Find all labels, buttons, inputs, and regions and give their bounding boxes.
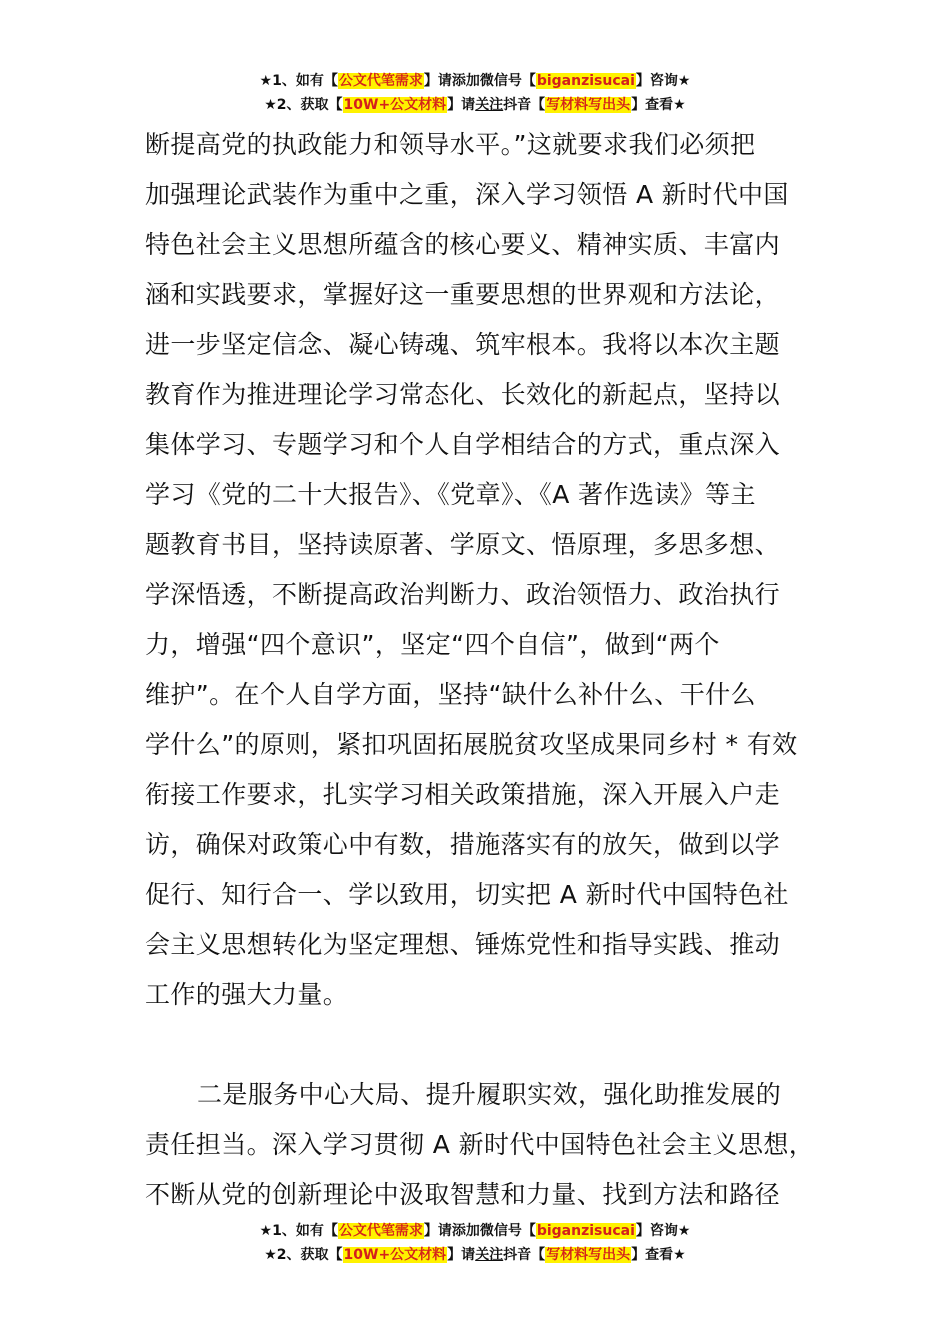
promo-text: ★1、如有【: [259, 73, 338, 89]
promo-text: 抖音【: [503, 1247, 546, 1263]
promo-text: ★1、如有【: [259, 1223, 338, 1239]
header-promo-banner: [0, 69, 950, 117]
body-line: 进一步坚定信念、凝心铸魂、筑牢根本。我将以本次主题: [145, 330, 781, 359]
body-line: 学深悟透，不断提高政治判断力、政治领悟力、政治执行: [145, 580, 781, 609]
promo-text: 】咨询★: [635, 1223, 691, 1239]
promo-text: 】请: [423, 1223, 452, 1239]
body-line: 衔接工作要求，扎实学习相关政策措施，深入开展入户走: [145, 780, 781, 809]
promo-text: ★2、获取【: [264, 1247, 343, 1263]
body-line: 题教育书目，坚持读原著、学原文、悟原理，多思多想、: [145, 530, 781, 559]
promo-highlight: 写材料写出头: [546, 97, 631, 113]
body-line: 特色社会主义思想所蕴含的核心要义、精神实质、丰富内: [145, 230, 781, 259]
promo-emphasis: 添加: [451, 1223, 480, 1239]
promo-text: ★2、获取【: [264, 97, 343, 113]
promo-highlight: 10W+公文材料: [343, 1247, 447, 1263]
body-line: 加强理论武装作为重中之重，深入学习领悟 A 新时代中国: [145, 180, 789, 209]
promo-emphasis: 关注: [475, 97, 504, 113]
body-line: 促行、知行合一、学以致用，切实把 A 新时代中国特色社: [145, 880, 789, 909]
promo-text: 】请: [423, 73, 452, 89]
body-line: 工作的强大力量。: [145, 980, 349, 1009]
promo-highlight: biganzisucai: [536, 1223, 635, 1239]
body-line: 集体学习、专题学习和个人自学相结合的方式，重点深入: [145, 430, 781, 459]
promo-line-2: [0, 1243, 950, 1267]
body-line: 断提高党的执政能力和领导水平。”这就要求我们必须把: [145, 130, 756, 159]
footer-promo-banner: [0, 1219, 950, 1267]
promo-text: 微信号【: [479, 73, 536, 89]
document-body: [145, 120, 825, 1220]
promo-highlight: 10W+公文材料: [343, 97, 447, 113]
body-line: 责任担当。深入学习贯彻 A 新时代中国特色社会主义思想，: [145, 1130, 815, 1159]
promo-text: 】查看★: [631, 97, 686, 113]
promo-line-1: [0, 69, 950, 93]
promo-text: 】查看★: [631, 1247, 686, 1263]
promo-highlight: biganzisucai: [536, 73, 635, 89]
body-line: 学什么”的原则，紧扣巩固拓展脱贫攻坚成果同乡村 * 有效: [145, 730, 798, 759]
body-line: 访，确保对政策心中有数，措施落实有的放矢，做到以学: [145, 830, 781, 859]
promo-line-1: [0, 1219, 950, 1243]
body-line: 维护”。在个人自学方面，坚持“缺什么补什么、干什么: [145, 680, 756, 709]
promo-emphasis: 添加: [451, 73, 480, 89]
promo-text: 】咨询★: [635, 73, 691, 89]
body-line: 力，增强“四个意识”，坚定“四个自信”，做到“两个: [145, 630, 720, 659]
promo-text: 】请: [447, 97, 476, 113]
body-line: 二是服务中心大局、提升履职实效，强化助推发展的: [197, 1080, 782, 1109]
promo-line-2: [0, 93, 950, 117]
promo-text: 抖音【: [503, 97, 546, 113]
promo-highlight: 公文代笔需求: [338, 73, 423, 89]
promo-highlight: 公文代笔需求: [338, 1223, 423, 1239]
paragraph-gap: [145, 1020, 825, 1070]
body-line: 学习《党的二十大报告》、《党章》、《A 著作选读》等主: [145, 480, 756, 509]
promo-text: 微信号【: [479, 1223, 536, 1239]
promo-highlight: 写材料写出头: [546, 1247, 631, 1263]
body-line: 涵和实践要求，掌握好这一重要思想的世界观和方法论，: [145, 280, 781, 309]
promo-text: 】请: [447, 1247, 476, 1263]
body-line: 教育作为推进理论学习常态化、长效化的新起点，坚持以: [145, 380, 781, 409]
promo-emphasis: 关注: [475, 1247, 504, 1263]
body-line: 不断从党的创新理论中汲取智慧和力量、找到方法和路径: [145, 1180, 781, 1209]
body-line: 会主义思想转化为坚定理想、锤炼党性和指导实践、推动: [145, 930, 781, 959]
